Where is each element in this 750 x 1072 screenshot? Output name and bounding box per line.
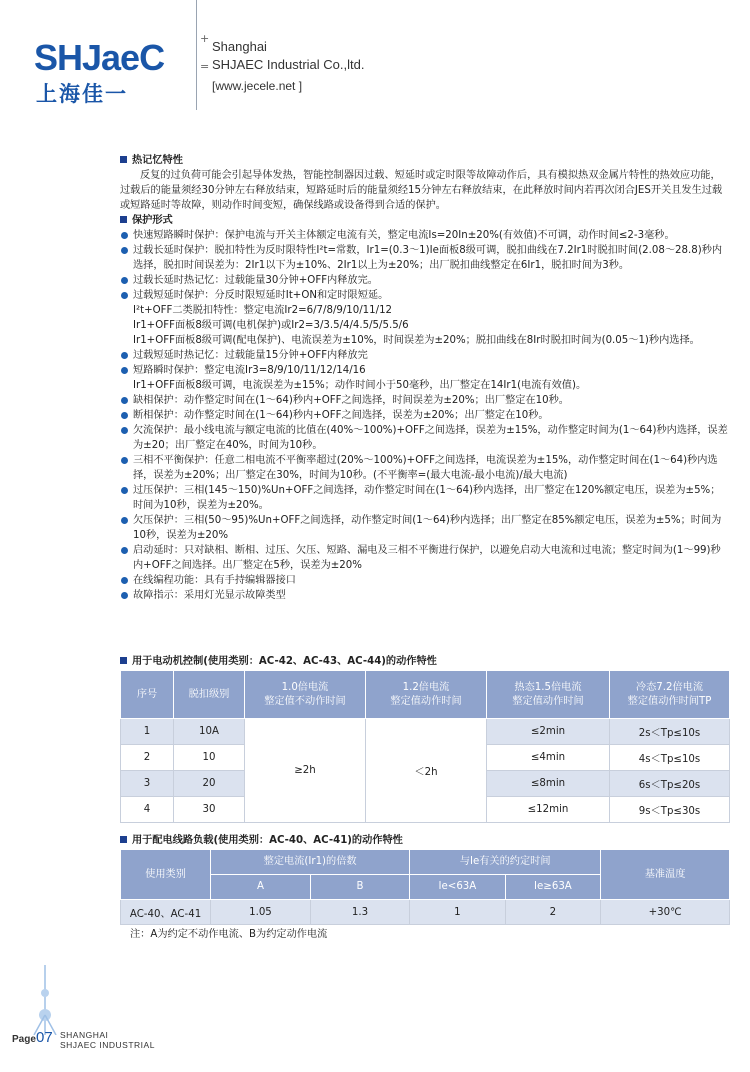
logo-chinese: 上海佳一 [36,82,128,106]
square-bullet-icon [120,836,127,843]
tower-icon [30,965,60,1035]
table-row [121,900,730,925]
bullet-icon [121,517,128,524]
thermal-paragraph: 反复的过负荷可能会引起导体发热，智能控制器因过载、短延时或定时限等故障动作后，具有模拟热双金属片特性的热效应功能，过载后的能量须经30分钟左右释放结束，短路延时后的能量须经15分钟左右释放结束，在此释放时间内若再次闭合JES开关且发生过载或短路延时等故障，则动作时间变短，确保线路或设备得到合适的保护。 [120,170,723,211]
list-item: 欠压保护：三相(50～95)%Un+OFF之间选择，动作整定时间(1～64)秒内选择；出厂整定在85%额定电压，误差为±5%；时间为10秒，误差为±20% [120,513,730,543]
footer-line1: SHANGHAI [60,1030,109,1040]
bullet-icon [121,397,128,404]
bullet-icon [121,232,128,239]
square-bullet-icon [120,156,127,163]
list-item: 缺相保护：动作整定时间在(1～64)秒内+OFF之间选择，时间误差为±20%；出厂整定在10秒。 [120,393,730,408]
list-item: 短路瞬时保护：整定电流Ir3=8/9/10/11/12/14/16 [120,363,730,378]
table-header-row [121,850,730,875]
table-cell: 3 [121,771,174,797]
list-item: 三相不平衡保护：任意二相电流不平衡率超过(20%～100%)+OFF之间选择，电流误差为±15%，动作整定时间在(1～64)秒内选择，误差为±20%；出厂整定在30%，时间为10秒。(不平衡率=(最大电流-最小电流)/最大电流) [120,453,730,483]
table1-title: 用于电动机控制(使用类别：AC-42、AC-43、AC-44)的动作特性 [120,652,437,667]
merged-cell: ＜2h [366,719,487,823]
company-name: SHJAEC Industrial Co.,ltd. [212,57,365,72]
header-cell: 与Ie有关的约定时间 [410,850,601,875]
page-label: Page [12,1034,36,1045]
header-cell: Ie≥63A [505,875,601,900]
table-row [121,719,730,745]
page-number: 07 [36,1029,53,1046]
table-cell: ≤12min [487,797,610,823]
header-cell: 脱扣级别 [174,671,245,719]
bullet-icon [121,592,128,599]
bullet-icon [121,427,128,434]
table-cell: 1 [410,900,506,925]
section-title-thermal: 热记忆特性 [120,153,730,168]
bullet-icon [121,277,128,284]
company-city: Shanghai [212,39,267,54]
table2-title: 用于配电线路负载(使用类别：AC-40、AC-41)的动作特性 [120,831,403,846]
motor-control-table [120,670,730,823]
header-cell: 序号 [121,671,174,719]
plus-mark: + [200,32,210,45]
bullet-icon [121,292,128,299]
square-bullet-icon [120,657,127,664]
bullet-icon [121,367,128,374]
list-item: 启动延时：只对缺相、断相、过压、欠压、短路、漏电及三相不平衡进行保护，以避免启动大电流和过电流；整定时间为(1～99)秒内+OFF之间选择。出厂整定在5秒，误差为±20% [120,543,730,573]
table-cell: 2 [505,900,601,925]
header-cell: Ie<63A [410,875,506,900]
sub-item: Ir1+OFF面板8级可调(配电保护)、电流误差为±10%，时间误差为±20%；脱扣曲线在8Ir时脱扣时间为(0.05～1)秒内选择。 [133,335,700,346]
header-cell: 整定电流(Ir1)的倍数 [211,850,410,875]
equals-mark: = [200,60,210,73]
bullet-icon [121,457,128,464]
list-item: 过载长延时保护：脱扣特性为反时限特性I²t=常数，Ir1=(0.3～1)Ie面板8级可调，脱扣曲线在7.2Ir1时脱扣时间(2.08～28.8)秒内选择，脱扣时间误差为：2Ir1以下为±10%、2Ir1以上为±20%；出厂脱扣曲线整定在6Ir1，脱扣时间为3秒。 [120,243,730,273]
header-cell: 冷态7.2倍电流 整定值动作时间TP [610,671,730,719]
header-divider [196,0,197,110]
header-cell: 1.0倍电流 整定值不动作时间 [245,671,366,719]
bullet-icon [121,352,128,359]
table-cell: 1.05 [211,900,311,925]
table-cell: 9s＜Tp≤30s [610,797,730,823]
table-cell: 30 [174,797,245,823]
table-cell: +30℃ [601,900,730,925]
distribution-table [120,849,730,925]
sub-item: I²t+OFF二类脱扣特性：整定电流Ir2=6/7/8/9/10/11/12 [133,305,393,316]
content [120,153,730,603]
table-cell: ≤2min [487,719,610,745]
list-item: 过载短延时保护：分反时限短延时It+ON和定时限短延。 [120,288,730,303]
table-cell: 1 [121,719,174,745]
list-item: 故障指示：采用灯光显示故障类型 [120,588,730,603]
header-cell: A [211,875,311,900]
header-cell: B [310,875,409,900]
bullet-icon [121,412,128,419]
table-cell: 10 [174,745,245,771]
list-item: 过压保护：三相(145～150)%Un+OFF之间选择，动作整定时间在(1～64)秒内选择，出厂整定在120%额定电压，误差为±5%；时间为10秒，误差为±20%。 [120,483,730,513]
list-item: 欠流保护：最小线电流与额定电流的比值在(40%～100%)+OFF之间选择，误差为±15%，动作整定时间为(1～64)秒内选择，误差为±20；出厂整定在40%，时间为10秒。 [120,423,730,453]
table-header-row [121,671,730,719]
table-cell: ≤4min [487,745,610,771]
sub-item: Ir1+OFF面板8级可调，电流误差为±15%；动作时间小于50毫秒，出厂整定在14Ir1(电流有效值)。 [133,380,587,391]
table-cell: 20 [174,771,245,797]
footer-line2: SHJAEC INDUSTRIAL [60,1040,155,1050]
table-cell: 4s＜Tp≤10s [610,745,730,771]
table-cell: 2 [121,745,174,771]
table-cell: 2s＜Tp≤10s [610,719,730,745]
table-note: 注：A为约定不动作电流、B为约定动作电流 [130,929,328,940]
header-cell: 热态1.5倍电流 整定值动作时间 [487,671,610,719]
bullet-icon [121,577,128,584]
list-item: 断相保护：动作整定时间在(1～64)秒内+OFF之间选择，误差为±20%；出厂整定在10秒。 [120,408,730,423]
table-cell: ≤8min [487,771,610,797]
table-cell: 4 [121,797,174,823]
header-cell: 基准温度 [601,850,730,900]
table-cell: 1.3 [310,900,409,925]
sub-item: Ir1+OFF面板8级可调(电机保护)或Ir2=3/3.5/4/4.5/5/5.5/6 [133,320,409,331]
table-cell: 6s＜Tp≤20s [610,771,730,797]
table-cell: AC-40、AC-41 [121,900,211,925]
bullet-icon [121,247,128,254]
section-title-protection: 保护形式 [120,213,730,228]
square-bullet-icon [120,216,127,223]
table-cell: 10A [174,719,245,745]
list-item: 过载长延时热记忆：过载能量30分钟+OFF内释放完。 [120,273,730,288]
bullet-icon [121,547,128,554]
list-item: 过载短延时热记忆：过载能量15分钟+OFF内释放完 [120,348,730,363]
list-item: 快速短路瞬时保护：保护电流与开关主体额定电流有关，整定电流Is=20In±20%(有效值)不可调，动作时间≤2-3毫秒。 [120,228,730,243]
company-website: [www.jecele.net ] [212,79,303,93]
list-item: 在线编程功能：具有手持编辑器接口 [120,573,730,588]
header-cell: 使用类别 [121,850,211,900]
merged-cell: ≥2h [245,719,366,823]
bullet-icon [121,487,128,494]
logo: SHJaeC [34,37,165,78]
header-cell: 1.2倍电流 整定值动作时间 [366,671,487,719]
